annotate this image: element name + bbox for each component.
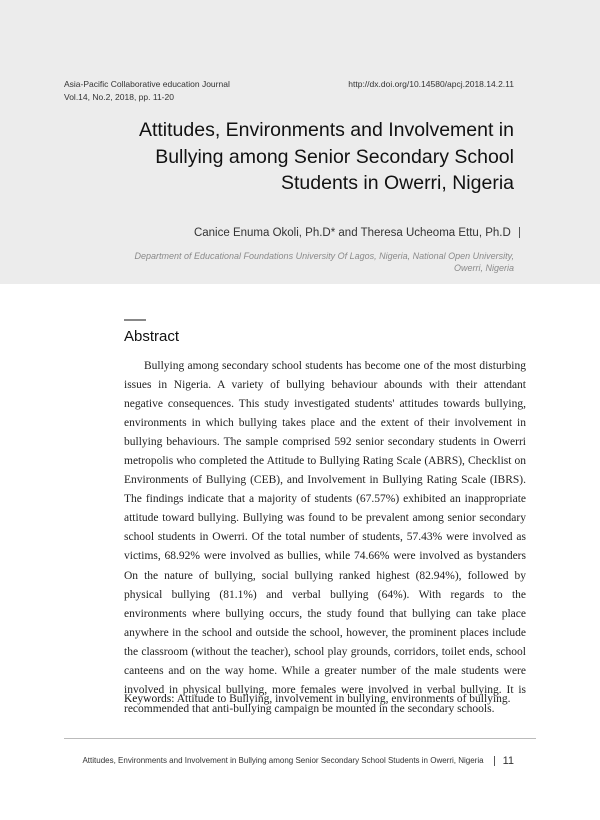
page-number: 11 (502, 755, 514, 767)
footer-separator (494, 756, 495, 766)
article-title: Attitudes, Environments and Involvement in Bullying among Senior Secondary School Students in Owerri, Nigeria (138, 119, 514, 194)
running-title: Attitudes, Environments and Involvement in Bullying among Senior Secondary School Students in Owerri, Nigeria (82, 756, 484, 766)
journal-name: Asia-Pacific Collaborative education Journal (64, 79, 230, 89)
keywords-text: Attitude to Bullying, involvement in bullying, environments of bullying. (176, 693, 511, 705)
abstract-body: Bullying among secondary school students has become one of the most disturbing issues in Nigeria. A variety of bullying behaviour abounds with their attendant negative consequences. This study investigated students' attitudes towards bullying, environments in which bullying takes place and the extent of their involvement in bullying behaviours. The sample comprised 592 senior secondary students in Owerri metropolis who completed the Attitude to Bullying Rating Scale (ABRS), Checklist on Environments of Bullying (CEB), and Involvement in Bullying Rating Scale (IBRS). The findings indicate that a majority of students (67.57%) exhibited an inappropriate attitude toward bullying. Bullying was found to be prevalent among senior secondary school students in Owerri. Of the total number of students, 57.43% were involved as victims, 68.92% were involved as bullies, while 74.66% were involved as bystanders On the nature of bullying, social bullying ranked highest (82.94%), followed by physical bullying (81.1%) and verbal bullying (64%). With regards to the environments where bullying occurs, the study found that bullying can take place anywhere in the school and outside the school, however, the prominent places include the classroom (without the teacher), school play grounds, corridors, toilet ends, school canteens and on the way home. While a greater number of the male students were involved in physical bullying, more females were involved in verbal bullying. It is recommended that anti-bullying campaign be mounted in the secondary schools. (124, 360, 526, 715)
authors (194, 227, 520, 239)
journal-volume-info: Vol.14, No.2, 2018, pp. 11-20 (64, 92, 174, 102)
abstract-heading: Abstract (124, 328, 180, 345)
doi-link[interactable]: http://dx.doi.org/10.14580/apcj.2018.14.2.11 (348, 79, 514, 89)
abstract-rule (124, 319, 146, 321)
footer-rule (64, 738, 536, 739)
author-names: Canice Enuma Okoli, Ph.D* and Theresa Ucheoma Ettu, Ph.D (193, 227, 511, 239)
journal-meta (64, 78, 230, 104)
keywords (124, 693, 526, 705)
affiliation: Department of Educational Foundations University Of Lagos, Nigeria, National Open University, Owerri, Nigeria (134, 251, 514, 273)
author-separator (519, 227, 520, 238)
keywords-label: Keywords: (124, 693, 175, 705)
page-footer (82, 755, 514, 767)
